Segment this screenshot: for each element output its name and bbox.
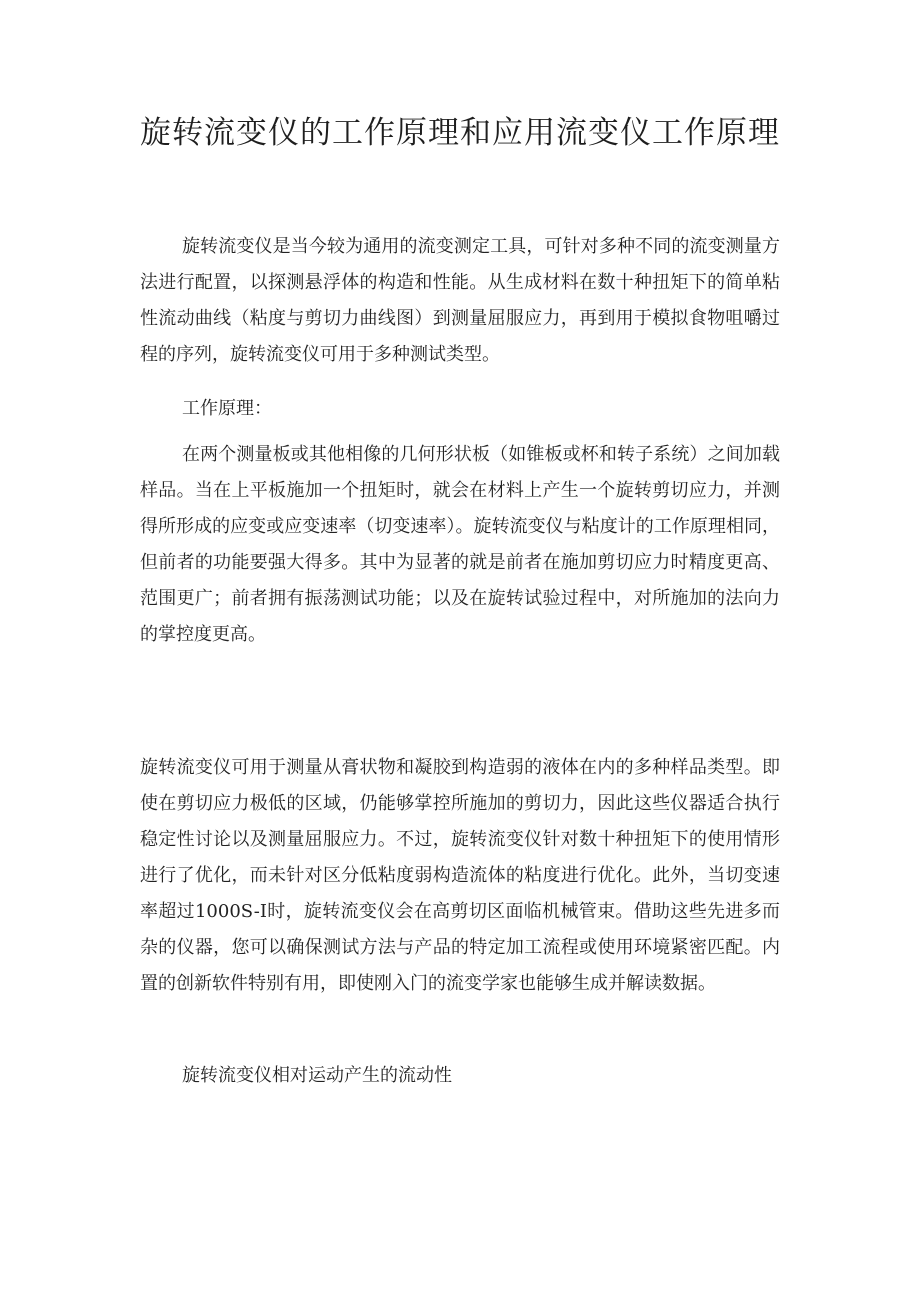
paragraph-intro: 旋转流变仪是当今较为通用的流变测定工具，可针对多种不同的流变测量方法进行配置，以探测悬浮体的构造和性能。从生成材料在数十种扭矩下的简单粘性流动曲线（粘度与剪切力曲线图）到测量屈服应力，再到用于模拟食物咀嚼过程的序列，旋转流变仪可用于多种测试类型。 — [140, 236, 780, 365]
paragraph-working-principle: 在两个测量板或其他相像的几何形状板（如锥板或杯和转子系统）之间加载样品。当在上平板施加一个扭矩时，就会在材料上产生一个旋转剪切应力，并测得所形成的应变或应变速率（切变速率）。旋转流变仪与粘度计的工作原理相同，但前者的功能要强大得多。其中为显著的就是前者在施加剪切应力时精度更高、范围更广；前者拥有振荡测试功能；以及在旋转试验过程中，对所施加的法向力的掌控度更高。 — [140, 444, 780, 645]
paragraph-section-heading: 旋转流变仪相对运动产生的流动性 — [182, 1065, 452, 1086]
paragraph-applications: 旋转流变仪可用于测量从膏状物和凝胶到构造弱的液体在内的多种样品类型。即使在剪切应力极低的区域，仍能够掌控所施加的剪切力，因此这些仪器适合执行稳定性讨论以及测量屈服应力。不过，旋转流变仪针对数十种扭矩下的使用情形进行了优化，而未针对区分低粘度弱构造流体的粘度进行优化。此外，当切变速率超过1000S-I时，旋转流变仪会在高剪切区面临机械管束。借助这些先进多而杂的仪器，您可以确保测试方法与产品的特定加工流程或使用环境紧密匹配。内置的创新软件特别有用，即使刚入门的流变学家也能够生成并解读数据。 — [140, 757, 780, 994]
document-title: 旋转流变仪的工作原理和应用流变仪工作原理 — [140, 115, 780, 151]
paragraph-heading-working-principle: 工作原理： — [182, 398, 272, 419]
